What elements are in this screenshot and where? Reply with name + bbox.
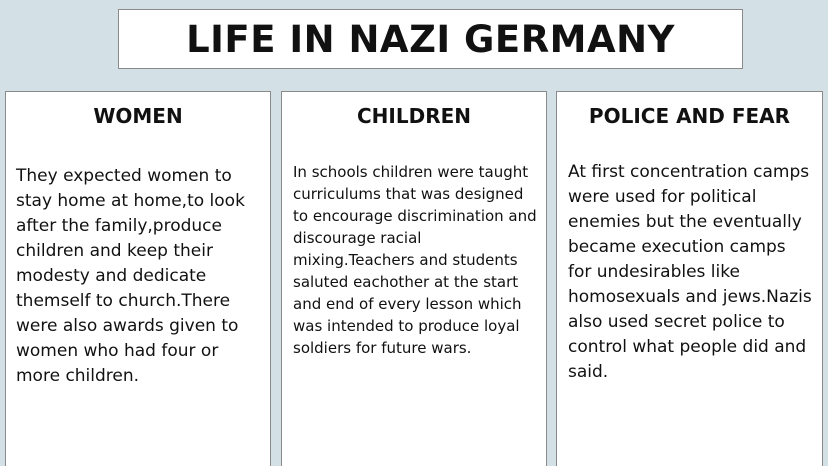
police-and-fear-text: At first concentration camps were used for political enemies but the eventually became execution camps for undesirables like homosexuals and jews.Nazis also used secret police to control what people did and said. xyxy=(568,162,812,382)
children-panel xyxy=(281,91,547,466)
children-heading: CHILDREN xyxy=(356,104,471,128)
title-banner xyxy=(118,9,743,69)
police-and-fear-panel xyxy=(556,91,823,466)
women-panel xyxy=(5,91,271,466)
police-and-fear-heading: POLICE AND FEAR xyxy=(588,104,791,128)
women-heading: WOMEN xyxy=(93,104,183,128)
women-text: They expected women to stay home at home,to look after the family,produce children and keep their modesty and dedicate themself to church.There were also awards given to women who had four or more children. xyxy=(16,166,245,386)
page-title: LIFE IN NAZI GERMANY xyxy=(186,17,675,61)
children-text: In schools children were taught curriculums that was designed to encourage discrimination and discourage racial mixing.Teachers and students saluted eachother at the start and end of every lesson which was intended to produce loyal soldiers for future wars. xyxy=(293,163,537,357)
